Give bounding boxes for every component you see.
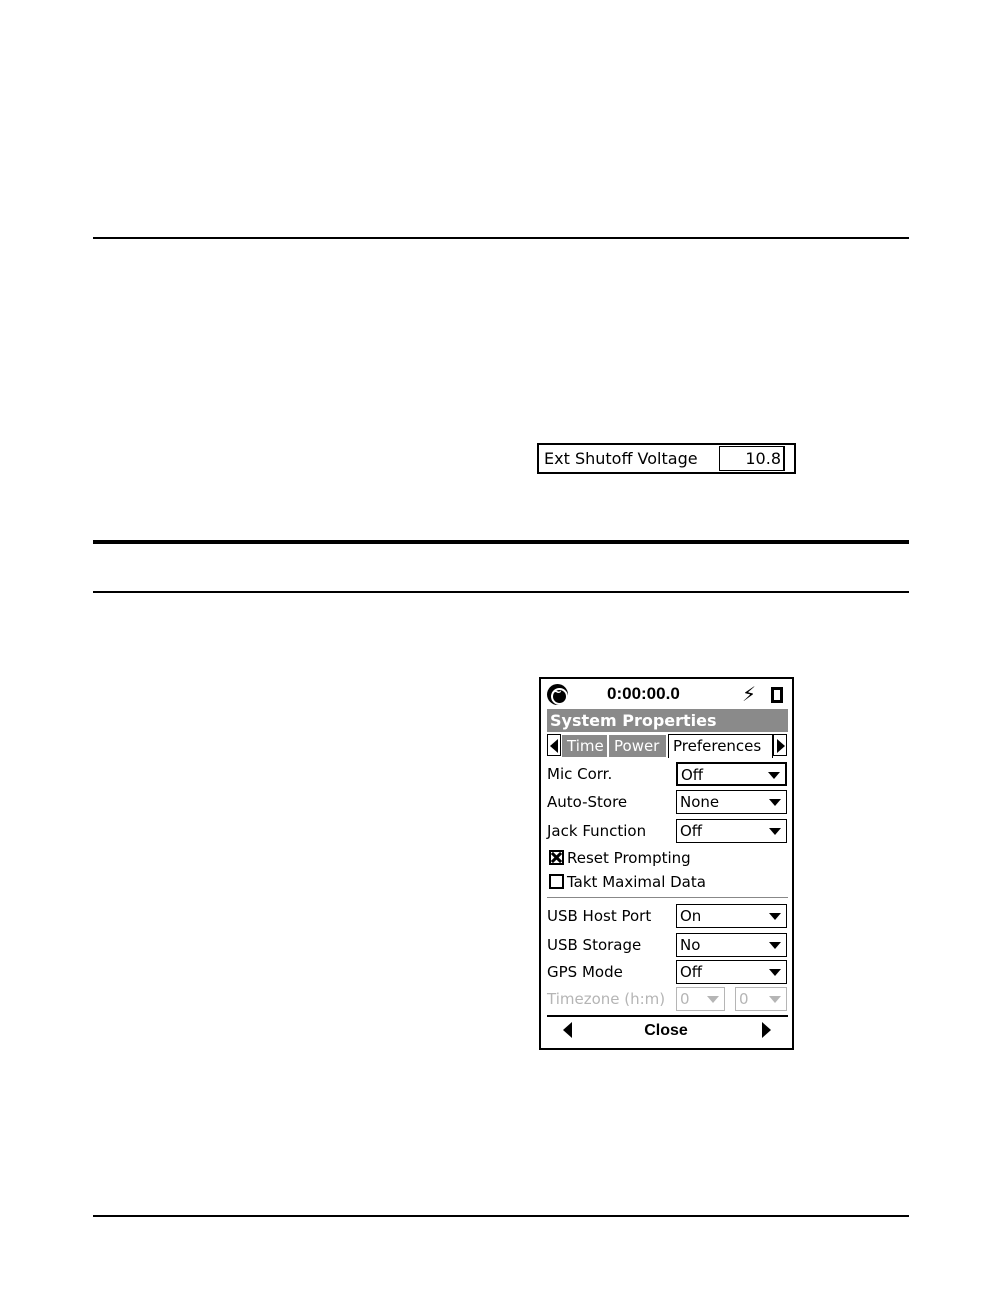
takt-maximal-checkbox[interactable] [549,874,564,889]
tab-bar [547,734,789,758]
timezone-row [541,986,792,1012]
tab-power[interactable]: Power [609,735,667,757]
jack-function-value: Off [680,822,703,840]
ext-shutoff-voltage-input[interactable]: 10.8 [719,446,785,471]
mic-corr-label: Mic Corr. [547,765,613,783]
tab-preferences[interactable]: Preferences [668,734,773,758]
chevron-down-icon [768,772,780,779]
chevron-down-icon [707,996,719,1003]
takt-maximal-row[interactable] [541,871,792,893]
ext-shutoff-voltage-field [537,443,796,474]
gps-mode-select[interactable] [676,960,787,984]
auto-store-select[interactable] [676,790,787,814]
jack-function-label: Jack Function [547,822,647,840]
usb-storage-row [541,932,792,958]
section-rule-thin [93,591,909,593]
window-title: System Properties [547,709,788,732]
section-divider [547,897,788,898]
arrow-left-icon [550,739,558,753]
mic-corr-value: Off [681,766,704,784]
gps-mode-row [541,959,792,985]
previous-arrow-icon[interactable] [563,1022,572,1038]
usb-host-port-label: USB Host Port [547,907,652,925]
gps-mode-label: GPS Mode [547,963,623,981]
status-bar [541,679,792,709]
chevron-down-icon [769,996,781,1003]
chevron-down-icon [769,828,781,835]
timezone-minutes-value: 0 [739,990,749,1008]
chevron-down-icon [769,913,781,920]
elapsed-timer: 0:00:00.0 [607,684,680,703]
timezone-hours-value: 0 [680,990,690,1008]
auto-store-value: None [680,793,720,811]
mic-corr-select[interactable] [676,762,787,786]
usb-storage-value: No [680,936,701,954]
tab-time[interactable]: Time [562,735,608,757]
arrow-right-icon [777,739,785,753]
usb-storage-select[interactable] [676,933,787,957]
mic-corr-row [541,761,792,787]
usb-host-port-row [541,903,792,929]
timezone-label: Timezone (h:m) [547,990,666,1008]
tab-scroll-left-button[interactable] [547,734,561,756]
section-rule-top [93,237,909,239]
ext-shutoff-voltage-label: Ext Shutoff Voltage [544,449,698,468]
usb-storage-label: USB Storage [547,936,642,954]
auto-store-label: Auto-Store [547,793,628,811]
tab-scroll-right-button[interactable] [773,734,787,756]
jack-function-select[interactable] [676,819,787,843]
chevron-down-icon [769,942,781,949]
reset-prompting-checkbox[interactable] [549,850,564,865]
usb-host-port-value: On [680,907,702,925]
footer-rule [93,1215,909,1217]
chevron-down-icon [769,799,781,806]
section-rule-thick [93,540,909,544]
device-screen [539,677,794,1050]
next-arrow-icon[interactable] [762,1022,771,1038]
footer-divider [547,1015,788,1017]
chevron-down-icon [769,969,781,976]
reset-prompting-row[interactable] [541,847,792,869]
auto-store-row [541,789,792,815]
timezone-hours-select [676,987,725,1011]
jack-function-row [541,818,792,844]
reset-prompting-label: Reset Prompting [567,849,691,867]
takt-maximal-label: Takt Maximal Data [567,873,706,891]
lightning-icon: ⚡︎ [742,682,757,706]
close-button[interactable]: Close [644,1022,688,1039]
timezone-minutes-select [735,987,787,1011]
logo-icon [547,684,568,705]
usb-host-port-select[interactable] [676,904,787,928]
battery-icon [771,687,783,703]
gps-mode-value: Off [680,963,703,981]
